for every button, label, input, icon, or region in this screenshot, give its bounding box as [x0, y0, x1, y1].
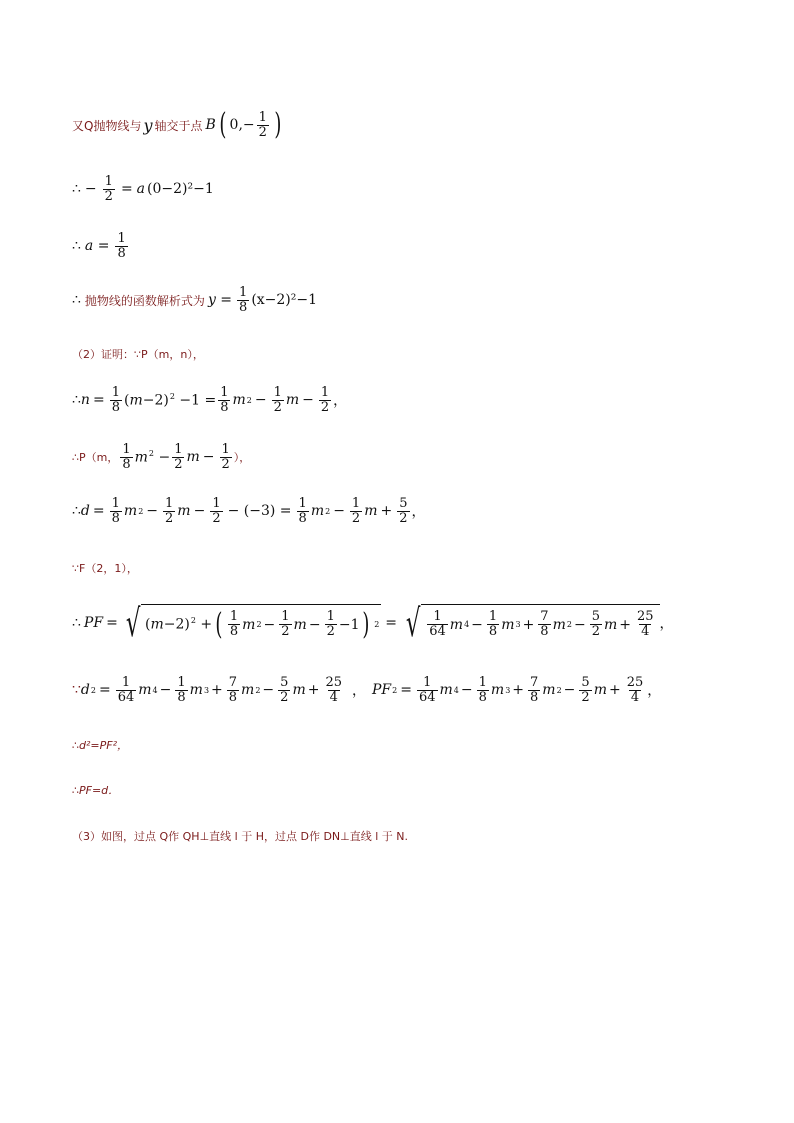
- var-n: n: [80, 392, 90, 409]
- line-7: ∴P（m， $\frac{1}{8}$ $m^2$ − $\frac{1}{2}$ m − $\frac{1}{2}$ ），: [72, 442, 251, 472]
- line-8: ∴ d = $\frac{1}{8}$ m 2 − $\frac{1}{2}$ m − $\frac{1}{2}$ − (−3) = $\frac{1}{8}$ m 2 − $\frac{1}{2}$ m + $\frac{5}{2}$ ，: [72, 496, 426, 526]
- frac-half: $\frac{1}{2}$: [320, 385, 330, 415]
- d2-equals-pf2: ∴d²=PF²，: [72, 739, 128, 752]
- line-4: [72, 286, 317, 314]
- therefore-symbol: ∴: [72, 292, 81, 309]
- frac-eighth: $\frac{1}{8}$: [111, 496, 120, 526]
- frac-eighth: $\frac{1}{8}$: [117, 231, 126, 261]
- line-13: [72, 782, 119, 798]
- frac-eighth: $\frac{1}{8}$: [122, 442, 131, 472]
- therefore-symbol: ∴: [72, 392, 81, 409]
- frac-eighth: $\frac{1}{8}$: [220, 385, 229, 415]
- var-a: a: [136, 181, 146, 198]
- pf-equals-d: ∴PF=d．: [72, 784, 120, 797]
- frac-half: $\frac{1}{2}$: [165, 496, 174, 526]
- paren-open: (: [219, 107, 227, 142]
- frac-half: $\frac{1}{2}$: [212, 496, 221, 526]
- proof-start: （2）证明：∵P（m，n），: [72, 348, 204, 361]
- var-y: y: [143, 115, 153, 135]
- point-b: B: [205, 117, 216, 133]
- line-14: [72, 828, 408, 844]
- frac-eighth: $\frac{1}{8}$: [298, 496, 307, 526]
- var-d: d: [80, 503, 90, 520]
- frac-half: $\frac{1}{2}$: [104, 174, 113, 204]
- point-p-label: ∴P（m，: [72, 451, 119, 465]
- a-equals: a =: [84, 238, 110, 255]
- y-equals: y =: [207, 292, 233, 309]
- frac-eighth: $\frac{1}{8}$: [239, 285, 248, 315]
- line-12: [72, 737, 128, 753]
- line-11: ∵ d 2 = $\frac{1}{64}$ m 4 − $\frac{1}{8}$ m 3 + $\frac{7}{8}$ m 2 − $\frac{5}{2}$ m + $\frac{25}{4}$ ， PF 2 = $\frac{1}{64}$ m 4 − $\frac{1}{8}$ m 3 + $\frac{7}{8}$ m 2 − $\frac{5}{2}$ m + $\frac{25}{4}$ ，: [72, 675, 662, 705]
- point-f: ∵F（2，1），: [72, 562, 138, 575]
- therefore-symbol: ∴: [72, 615, 81, 631]
- paren-close: ): [274, 107, 282, 142]
- part-3-text: （3）如图，过点 Q作 QH⊥直线 l 于 H，过点 D作 DN⊥直线 l 于 N.: [72, 830, 408, 843]
- line-3: [72, 232, 130, 260]
- line-1: [72, 107, 285, 142]
- frac-half: $\frac{1}{2}$: [273, 385, 282, 415]
- expr-m-minus-2: $(m-2)^2 -1$ =: [123, 391, 217, 409]
- line1-text2: 轴交于点: [154, 118, 203, 133]
- line-9: [72, 560, 138, 576]
- expression: (0−2)²−1: [147, 181, 214, 198]
- frac-five-halves: $\frac{5}{2}$: [399, 496, 408, 526]
- therefore-symbol: ∴: [72, 503, 81, 520]
- frac-half: $\frac{1}{2}$: [258, 109, 267, 140]
- line-2: [72, 175, 214, 203]
- sqrt-1: √ $(m-2)^2$ + ( $\frac{1}{8}$ m 2 − $\frac{1}{2}$ m − $\frac{1}{2}$ −1 ) 2: [125, 601, 380, 645]
- frac-eighth: $\frac{1}{8}$: [111, 385, 120, 415]
- point-b-coords: 0,−: [229, 117, 255, 133]
- line-6: ∴ n = $\frac{1}{8}$ $(m-2)^2 -1$ = $\frac{1}{8}$ m 2 − $\frac{1}{2}$ m − $\frac{1}{2}$ ，: [72, 385, 348, 415]
- frac-half: $\frac{1}{2}$: [351, 496, 361, 526]
- therefore-symbol: ∴: [72, 181, 81, 198]
- therefore-symbol: ∴: [72, 238, 81, 255]
- frac-half: $\frac{1}{2}$: [174, 442, 183, 472]
- line-5: [72, 346, 204, 362]
- line1-text: 又Q抛物线与: [72, 118, 142, 133]
- sqrt-2: √ $\frac{1}{64}$ m 4 − $\frac{1}{8}$ m 3 + $\frac{7}{8}$ m 2 − $\frac{5}{2}$ m + $\frac{25}{4}$: [401, 604, 660, 642]
- minus-sign: −: [84, 181, 97, 198]
- line4-text: 抛物线的函数解析式为: [84, 293, 205, 308]
- line-10: ∴ PF = √ $(m-2)^2$ + ( $\frac{1}{8}$ m 2 − $\frac{1}{2}$ m − $\frac{1}{2}$ −1 ) 2 = √ $\frac{1}{64}$ m 4 − $\frac{1}{8}$ m 3 + $\frac{7}{8}$ m 2 − $\frac{5}{2}$ m + $\frac{25}{4}$ ，: [72, 601, 674, 645]
- equals: =: [120, 181, 133, 198]
- expression: (x−2)²−1: [251, 292, 318, 309]
- frac-half: $\frac{1}{2}$: [221, 442, 230, 472]
